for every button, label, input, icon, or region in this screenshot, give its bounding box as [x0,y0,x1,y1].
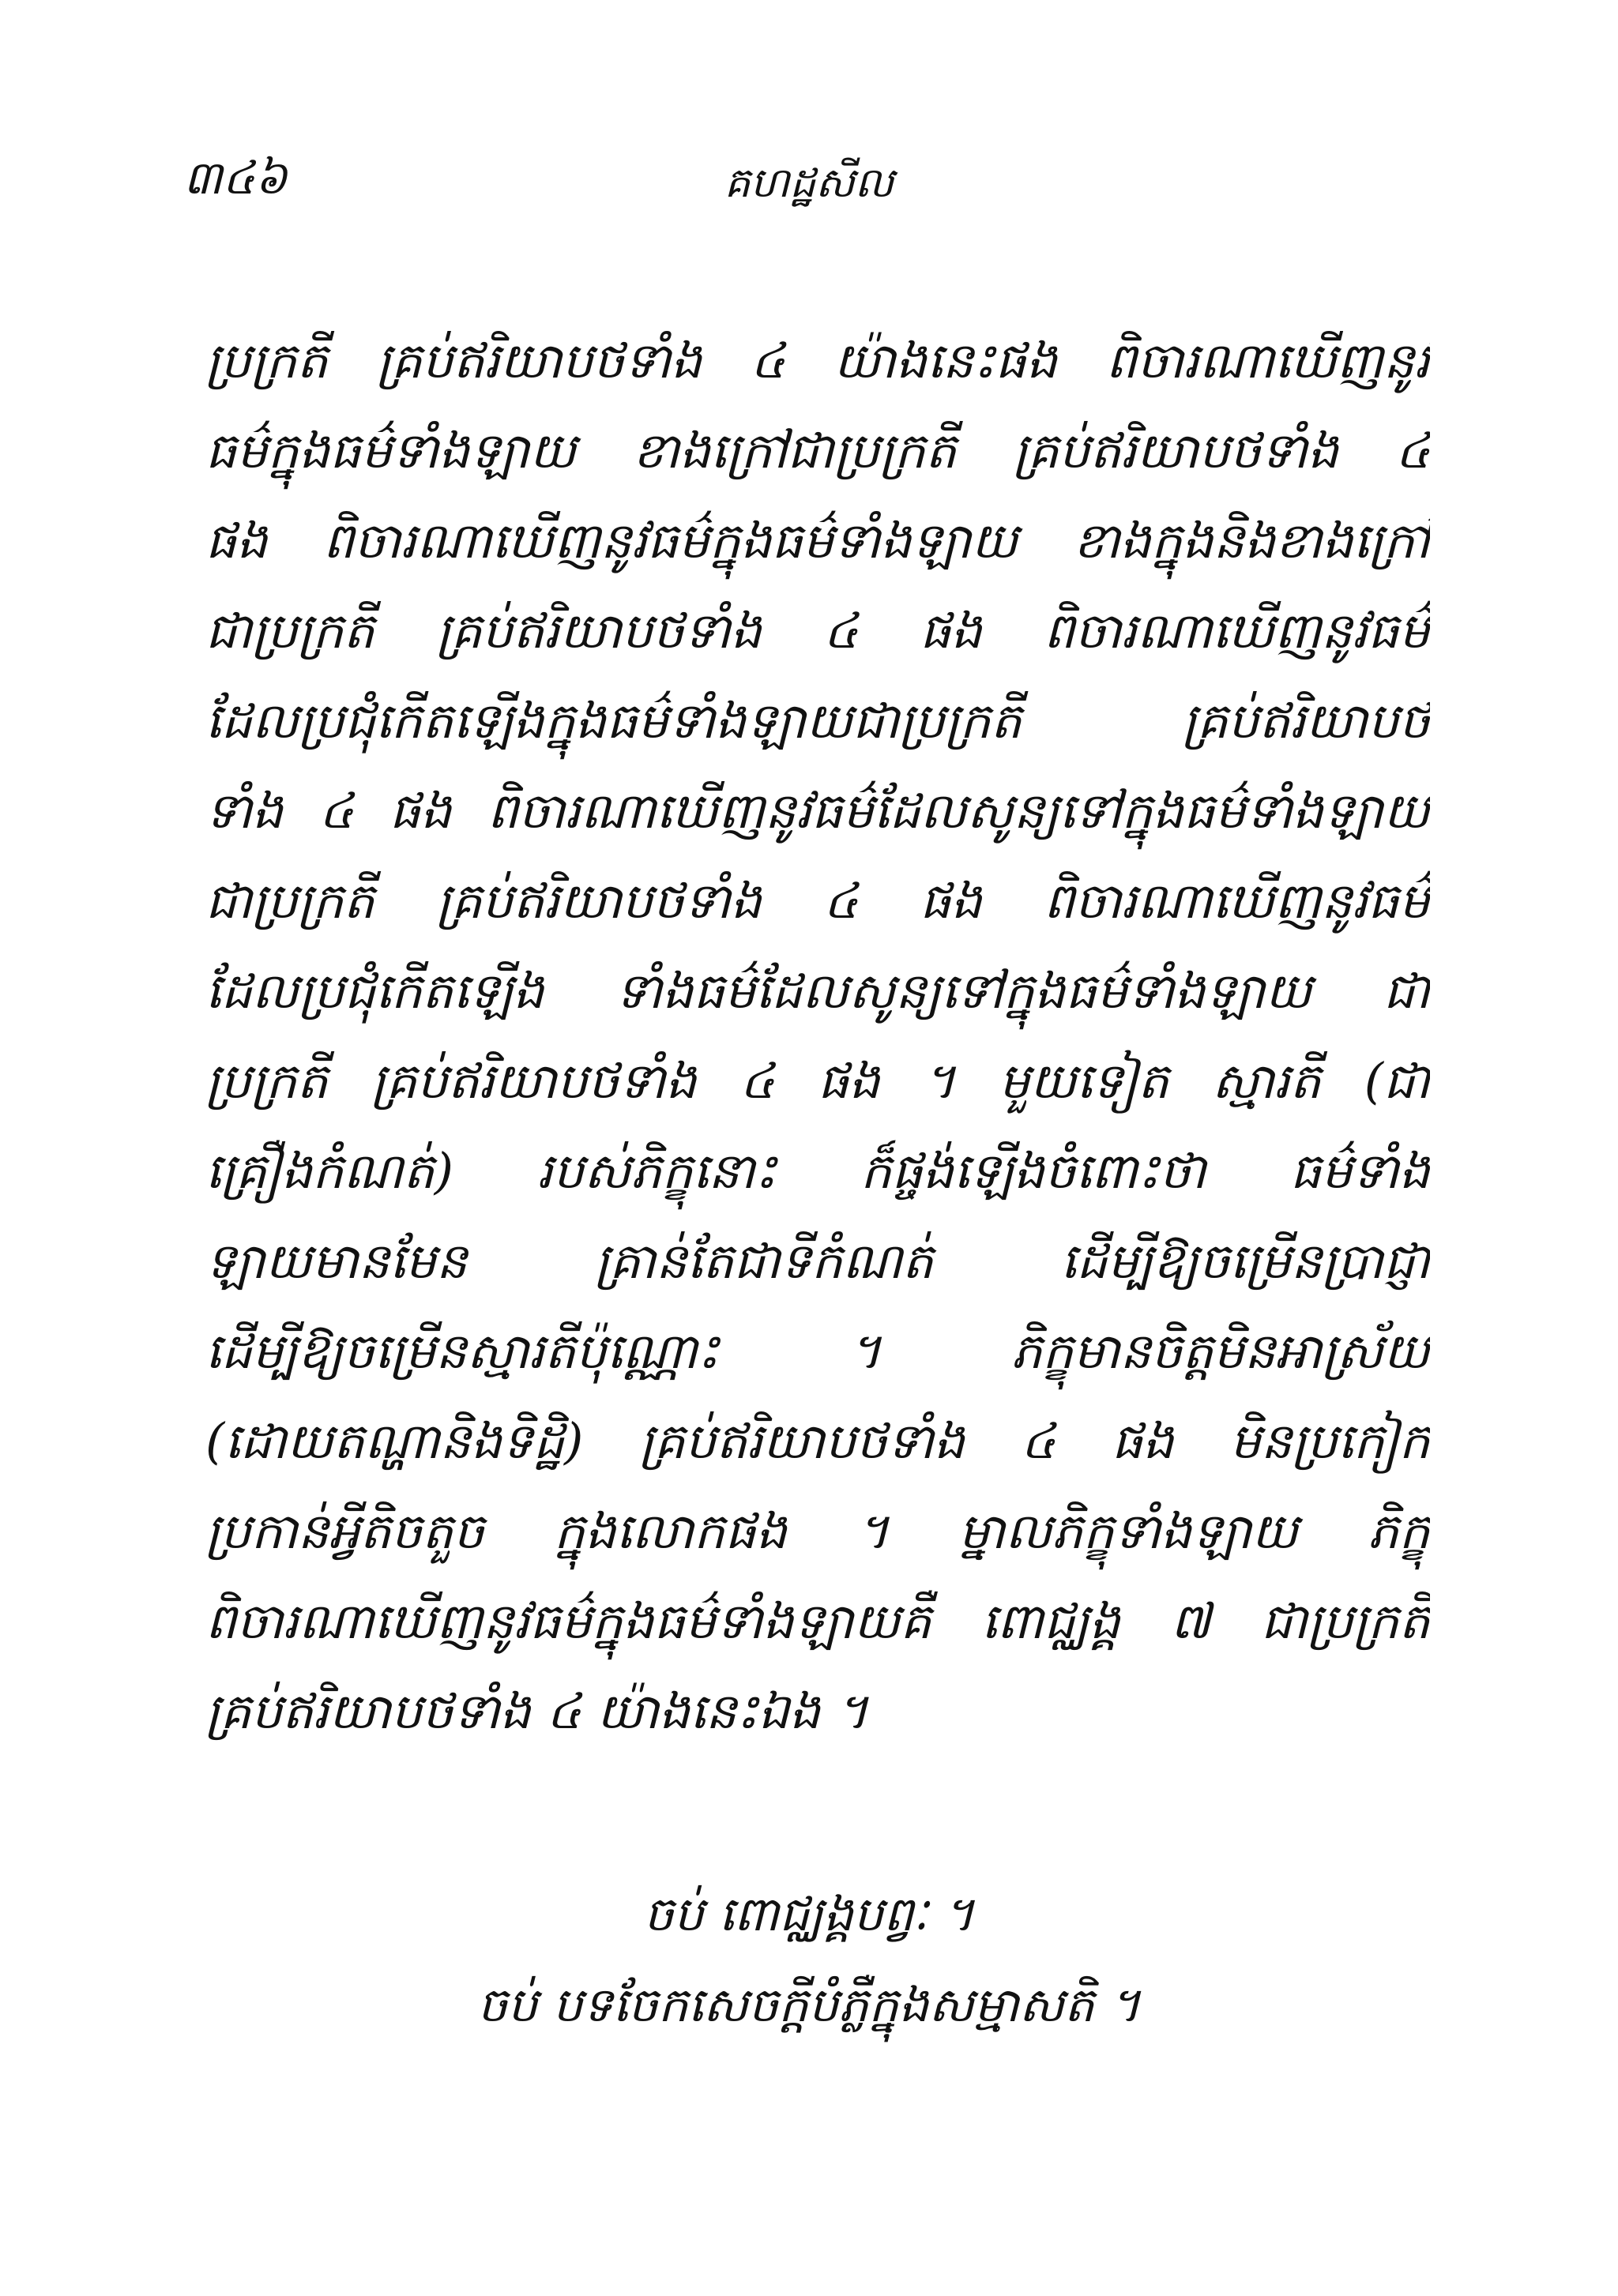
text-line: (ដោយតណ្ហានិងទិដ្ឋិ) គ្រប់ឥរិយាបថទាំង ៤ ផង មិនប្រកៀក [205,1412,1430,1470]
text-line: ទាំង ៤ ផង ពិចារណាឃើញនូវធម៌ដែលសូន្យទៅក្នុងធម៌ទាំងឡាយ [205,782,1430,840]
page-number: ៣៤៦ [183,151,288,205]
text-line: ជាប្រក្រតី គ្រប់ឥរិយាបថទាំង ៤ ផង ពិចារណាឃើញនូវធម៌ [205,602,1430,659]
text-line: ឡាយមានមែន គ្រាន់តែជាទីកំណត់ ដើម្បីឱ្យចម្រើនប្រាជ្ញា [205,1232,1430,1290]
text-line: ជាប្រក្រតី គ្រប់ឥរិយាបថទាំង ៤ ផង ពិចារណាឃើញនូវធម៌ [205,872,1430,930]
body-text [205,316,1430,1757]
text-line: ធម៌ក្នុងធម៌ទាំងឡាយ ខាងក្រៅជាប្រក្រតី គ្រប់ឥរិយាបថទាំង ៤ [205,422,1430,479]
text-line: គ្រប់ឥរិយាបថទាំង ៤ យ៉ាងនេះឯង ។ [205,1682,868,1740]
text-line: ដើម្បីឱ្យចម្រើនស្មារតីប៉ុណ្ណោះ ។ ភិក្ខុមានចិត្តមិនអាស្រ័យ [205,1322,1430,1380]
text-line: ដែលប្រជុំកើតឡើង ទាំងធម៌ដែលសូន្យទៅក្នុងធម៌ទាំងឡាយ ជា [205,962,1430,1020]
text-line: គ្រឿងកំណត់) របស់ភិក្ខុនោះ ក៏ផ្ចង់ឡើងចំពោះថា ធម៌ទាំង [205,1142,1430,1200]
running-title: គហដ្ឋសីល [724,160,894,207]
text-line: ប្រកាន់អ្វីតិចតួច ក្នុងលោកផង ។ ម្នាលភិក្ខុទាំងឡាយ ភិក្ខុ [205,1502,1430,1560]
text-line: ប្រក្រតី គ្រប់ឥរិយាបថទាំង ៤ ផង ។ មួយទៀត ស្មារតី (ជា [205,1052,1430,1110]
text-line: ប្រក្រតី គ្រប់ឥរិយាបថទាំង ៤ យ៉ាងនេះផង ពិចារណាឃើញនូវ [205,332,1430,389]
closing-line-chapter-end: ចប់ បទចែកសេចក្តីបំភ្លឺក្នុងសម្មាសតិ ។ [477,1978,1141,2033]
closing-line-section-end: ចប់ ពោជ្ឈង្គបព្វៈ ។ [643,1887,975,1942]
text-line: ពិចារណាឃើញនូវធម៌ក្នុងធម៌ទាំងឡាយគឺ ពោជ្ឈង្គ ៧ ជាប្រក្រតី [205,1592,1430,1650]
text-line: ដែលប្រជុំកើតឡើងក្នុងធម៌ទាំងឡាយជាប្រក្រតី គ្រប់ឥរិយាបថ [205,692,1430,750]
text-line: ផង ពិចារណាឃើញនូវធម៌ក្នុងធម៌ទាំងឡាយ ខាងក្នុងនិងខាងក្រៅ [205,512,1430,569]
